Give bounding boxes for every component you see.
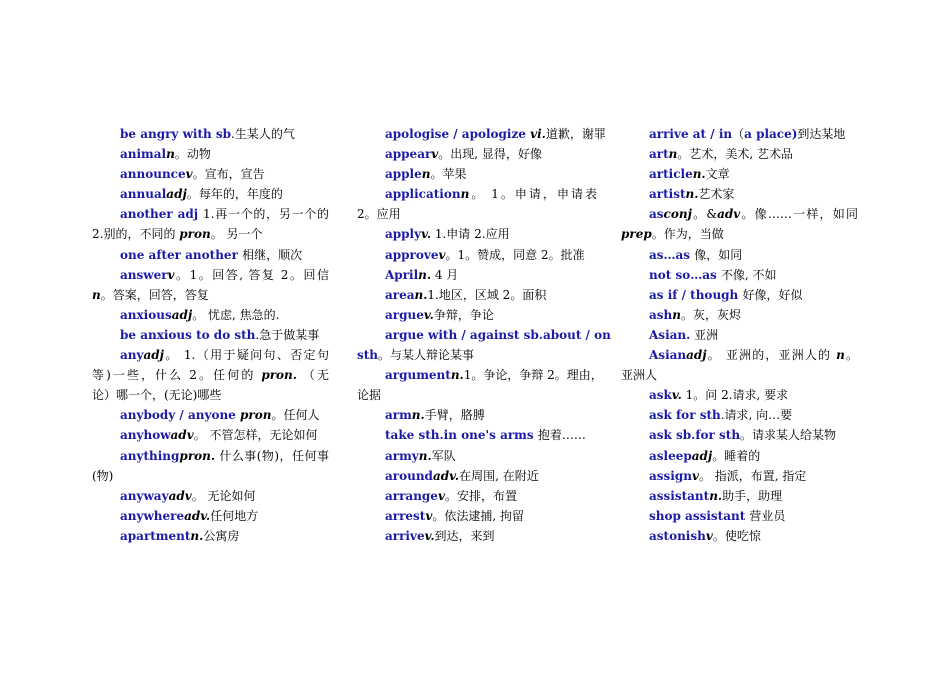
part-of-speech: v (437, 488, 445, 503)
headword: argue with / against sb.about / on (385, 327, 611, 342)
meaning: 。安排，布置 (444, 488, 517, 503)
meaning: 。使吃惊 (712, 528, 761, 543)
entry-line (621, 245, 858, 265)
entry-line (357, 184, 597, 204)
part-of-speech: adj (686, 348, 707, 363)
meaning: .请求, 向…要 (720, 408, 793, 423)
meaning: 不像, 不如 (720, 267, 777, 282)
meaning: 。答案，回答，答复 (100, 287, 209, 302)
headword: apple (385, 167, 422, 182)
entry-line (357, 224, 597, 244)
headword: animal (120, 147, 167, 162)
part-of-speech: prep (621, 227, 652, 242)
part-of-speech: vi. (530, 127, 546, 141)
headword: as (649, 207, 664, 222)
part-of-speech: adj (171, 307, 193, 322)
headword: shop assistant (649, 508, 750, 523)
entry-line (92, 265, 329, 285)
entry-line (621, 265, 858, 285)
part-of-speech: n. (709, 488, 723, 503)
part-of-speech: n (672, 307, 681, 322)
part-of-speech: n (836, 348, 845, 363)
headword: apologise / apologize (385, 127, 531, 141)
meaning: 2。应用 (357, 207, 401, 222)
meaning: 手臂，胳膊 (424, 408, 485, 423)
entry-line (357, 325, 611, 345)
headword: article (649, 167, 693, 182)
meaning: 营业员 (749, 508, 786, 523)
entry-line (357, 164, 597, 184)
entry-line (92, 124, 329, 144)
meaning: 。 另一个 (210, 227, 263, 242)
entry-line (357, 144, 597, 164)
meaning: 论）哪一个，(无论)哪些 (92, 388, 222, 403)
meaning: 。动物 (174, 147, 211, 162)
part-of-speech: adv (170, 428, 194, 443)
part-of-speech: n. (190, 528, 204, 543)
part-of-speech: adj (166, 187, 187, 202)
entry-line (621, 446, 858, 466)
meaning: 4 月 (431, 267, 459, 282)
meaning: 到达某地 (797, 127, 846, 141)
headword: a place) (744, 127, 798, 141)
part-of-speech: n. (418, 267, 432, 282)
headword: anyhow (120, 428, 171, 443)
headword: area (385, 287, 415, 302)
meaning: 在周围, 在附近 (459, 468, 539, 483)
entry-line (621, 305, 858, 325)
part-of-speech: n. (418, 448, 432, 463)
part-of-speech: pron (239, 408, 272, 423)
entry-line (621, 204, 858, 224)
entry-continuation-line (92, 385, 329, 405)
entry-continuation-line (357, 204, 597, 224)
entry-line (357, 265, 597, 285)
meaning: 。 指派，布置, 指定 (698, 468, 807, 483)
part-of-speech: n. (450, 368, 464, 383)
meaning: 。依法逮捕, 拘留 (432, 508, 524, 523)
headword: assign (649, 468, 692, 483)
entry-line (621, 425, 858, 445)
entry-line (92, 164, 329, 184)
entry-continuation-line (357, 345, 597, 365)
entry-line (357, 466, 597, 486)
headword: anxious (120, 307, 172, 322)
entry-continuation-line (621, 365, 858, 385)
entry-continuation-line (357, 385, 597, 405)
headword: asleep (649, 448, 692, 463)
part-of-speech: n (460, 187, 470, 202)
entry-continuation-line (92, 365, 329, 385)
part-of-speech: v (425, 508, 433, 523)
entry-line (92, 245, 329, 265)
entry-line (357, 425, 597, 445)
meaning: 艺术家 (698, 187, 735, 202)
part-of-speech: n. (414, 287, 428, 302)
headword: answer (120, 267, 168, 282)
headword: ash (649, 307, 673, 322)
meaning: 抱着…… (537, 428, 586, 443)
meaning: 文章 (705, 167, 730, 182)
headword: artist (649, 187, 686, 202)
meaning: 1。争论，争辩 2。理由， (463, 368, 603, 383)
entry-line (92, 446, 329, 466)
meaning: 助手，助理 (722, 488, 783, 503)
part-of-speech: n. (411, 408, 425, 423)
entry-line (92, 405, 329, 425)
meaning: （ (732, 127, 745, 141)
headword: anybody / anyone (120, 408, 240, 423)
headword: apartment (120, 528, 191, 543)
meaning: 军队 (431, 448, 456, 463)
entry-line (92, 425, 329, 445)
part-of-speech: v. (671, 388, 682, 403)
meaning: 等)一些，什么 2。任何的 (92, 368, 262, 383)
meaning: 。与某人辩论某事 (378, 348, 475, 363)
headword: as if / though (649, 287, 743, 302)
part-of-speech: adj (691, 448, 713, 463)
part-of-speech: v. (421, 227, 432, 242)
entry-line (92, 486, 329, 506)
entry-line (357, 365, 603, 385)
entry-line (92, 305, 329, 325)
meaning: 。苹果 (430, 167, 467, 182)
entry-line (621, 285, 858, 305)
headword: not so…as (649, 267, 721, 282)
meaning: 。请求某人给某物 (740, 428, 837, 443)
entry-line (621, 325, 858, 345)
meaning: 到达，来到 (434, 528, 495, 543)
headword: arm (385, 408, 412, 423)
entry-line (357, 486, 597, 506)
meaning: (物) (92, 468, 114, 483)
meaning: 。作为，当做 (651, 227, 724, 242)
entry-line (92, 526, 329, 546)
entry-line (92, 204, 329, 224)
meaning: 。 无论如何 (191, 488, 256, 503)
headword: take sth.in one's arms (385, 428, 538, 443)
headword: arrive at / in (649, 127, 733, 141)
headword: ask (649, 388, 672, 403)
meaning: 。1。回答, 答复 2。回信 (174, 267, 329, 282)
headword: sth (357, 348, 379, 363)
headword: April (385, 267, 419, 282)
headword: anything (120, 448, 180, 463)
headword: argue (385, 307, 424, 322)
headword: appear (385, 147, 432, 162)
meaning: 道歉，谢罪 (545, 127, 606, 141)
part-of-speech: n (421, 167, 431, 182)
meaning: 。任何人 (271, 408, 320, 423)
meaning: 。 不管怎样，无论如何 (193, 428, 318, 443)
part-of-speech: adv. (184, 508, 211, 523)
entry-line (357, 285, 597, 305)
meaning: 相继，顺次 (242, 247, 303, 262)
headword: application (385, 187, 461, 202)
entry-line (621, 164, 858, 184)
part-of-speech: v. (424, 528, 435, 543)
column-1 (92, 124, 329, 546)
entry-line (357, 506, 597, 526)
headword: as…as (649, 247, 695, 262)
part-of-speech: v (705, 528, 713, 543)
meaning: 。 忧虑, 焦急的. (192, 307, 280, 322)
meaning: 。宣布，宣告 (192, 167, 265, 182)
part-of-speech: n (92, 287, 101, 302)
part-of-speech: v (438, 247, 446, 262)
headword: army (385, 448, 419, 463)
entry-line (621, 144, 858, 164)
meaning: 1.申请 2.应用 (431, 227, 510, 242)
entry-line (621, 486, 858, 506)
meaning: 。出现, 显得，好像 (438, 147, 542, 162)
meaning: 。每年的，年度的 (186, 187, 283, 202)
entry-continuation-line (92, 285, 329, 305)
headword: arrest (385, 508, 426, 523)
part-of-speech: adj (143, 348, 164, 363)
meaning: 像，如同 (694, 247, 743, 262)
entry-line (621, 405, 858, 425)
entry-line (621, 184, 858, 204)
part-of-speech: v. (423, 307, 434, 322)
headword: be angry with sb (120, 127, 232, 141)
headword: astonish (649, 528, 706, 543)
headword: assistant (649, 488, 710, 503)
part-of-speech: conj (663, 207, 692, 222)
entry-line (92, 184, 329, 204)
entry-line (621, 506, 858, 526)
headword: another adj (120, 207, 204, 222)
part-of-speech: pron (179, 227, 211, 242)
headword: annual (120, 187, 167, 202)
entry-line (357, 245, 597, 265)
entry-line (621, 526, 858, 546)
meaning: 。 亚洲的，亚洲人的 (706, 348, 837, 363)
meaning: 什么事(物)，任何事 (215, 448, 329, 463)
meaning: 。艺术，美术, 艺术品 (677, 147, 794, 162)
entry-line (621, 385, 858, 405)
entry-continuation-line (92, 224, 329, 244)
headword: anywhere (120, 508, 185, 523)
headword: around (385, 468, 433, 483)
part-of-speech: v (185, 167, 193, 182)
meaning: 。睡着的 (712, 448, 761, 463)
entry-line (621, 466, 858, 486)
meaning: .急于做某事 (255, 327, 320, 342)
entry-line (621, 345, 858, 365)
part-of-speech: v (167, 267, 175, 282)
part-of-speech: v (691, 468, 699, 483)
part-of-speech: n (166, 147, 175, 162)
meaning: 。像……一样，如同 (740, 207, 858, 222)
meaning: .生某人的气 (231, 127, 295, 141)
meaning: 争辩，争论 (433, 307, 494, 322)
part-of-speech: pron. (261, 368, 297, 383)
headword: argument (385, 368, 451, 383)
headword: one after another (120, 247, 243, 262)
headword: ask sb.for sth (649, 428, 741, 443)
meaning: 论据 (357, 388, 382, 403)
headword: arrange (385, 488, 438, 503)
meaning: 。 1。申请，申请表 (469, 187, 597, 202)
headword: announce (120, 167, 186, 182)
entry-line (92, 325, 329, 345)
meaning: 。灰，灰烬 (681, 307, 742, 322)
part-of-speech: n (668, 147, 678, 162)
entry-line (357, 526, 597, 546)
headword: any (120, 348, 144, 363)
entry-line (357, 305, 597, 325)
meaning: 1.地区，区域 2。面积 (427, 287, 547, 302)
part-of-speech: pron. (179, 448, 216, 463)
part-of-speech: adv. (432, 468, 460, 483)
entry-continuation-line (92, 466, 329, 486)
meaning: 公寓房 (203, 528, 240, 543)
part-of-speech: n. (692, 167, 706, 182)
column-3 (621, 124, 858, 546)
meaning: 。 (844, 348, 858, 363)
headword: art (649, 147, 669, 162)
entry-line (621, 124, 858, 144)
meaning: （无 (296, 368, 329, 383)
headword: apply (385, 227, 422, 242)
part-of-speech: n. (685, 187, 699, 202)
entry-line (357, 446, 597, 466)
headword: Asian (649, 348, 687, 363)
headword: arrive (385, 528, 425, 543)
part-of-speech: adv (717, 207, 741, 222)
meaning: 2.别的，不同的 (92, 227, 180, 242)
column-2 (357, 124, 611, 546)
part-of-speech: adv (168, 488, 192, 503)
meaning: 。 1.（用于疑问句、否定句 (164, 348, 329, 363)
meaning: 。& (691, 207, 718, 222)
meaning: 亚洲人 (621, 368, 658, 383)
meaning: 1。问 2.请求, 要求 (681, 388, 789, 403)
meaning: 任何地方 (210, 508, 259, 523)
headword: anyway (120, 488, 169, 503)
entry-line (357, 124, 606, 144)
meaning: 好像，好似 (742, 287, 803, 302)
entry-line (92, 144, 329, 164)
meaning: 亚洲 (690, 327, 719, 342)
headword: be anxious to do sth (120, 327, 256, 342)
entry-line (92, 506, 329, 526)
entry-continuation-line (621, 224, 858, 244)
meaning: 。1。赞成，同意 2。批准 (445, 247, 585, 262)
meaning: 1.再一个的，另一个的 (203, 207, 330, 222)
headword: approve (385, 247, 439, 262)
entry-line (92, 345, 329, 365)
part-of-speech: v (431, 147, 439, 162)
headword: Asian. (649, 327, 691, 342)
headword: ask for sth (649, 408, 721, 423)
entry-line (357, 405, 597, 425)
